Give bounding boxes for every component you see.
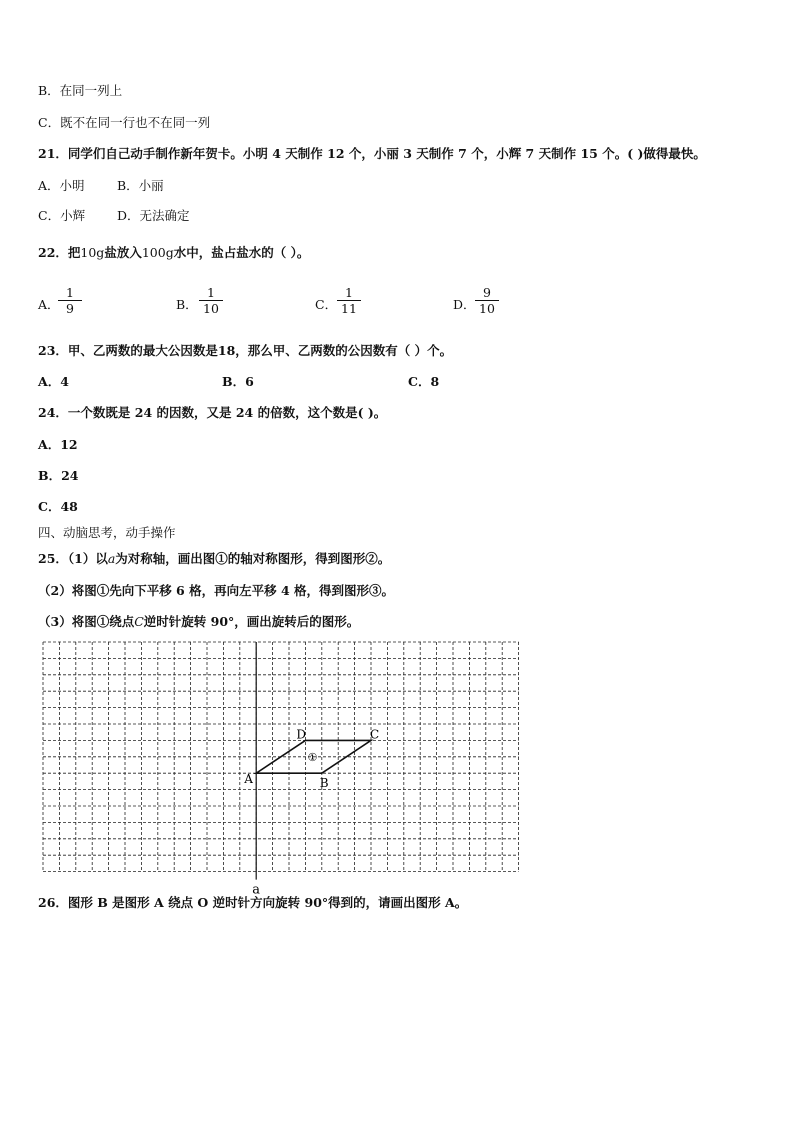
q22-option-d-fraction <box>475 285 499 316</box>
q22-option-c-fraction <box>337 285 361 316</box>
q23-option-b: B．6 <box>222 374 254 389</box>
axis-label-a: a <box>252 882 260 898</box>
q22-option-a-label: A． <box>38 297 60 312</box>
fraction-numerator: 1 <box>58 285 82 301</box>
q26-stem: 26．图形 B 是图形 A 绕点 O 逆时针方向旋转 90°得到的，请画出图形 A。 <box>38 895 468 910</box>
point-label-d: D <box>296 727 307 742</box>
q25-part1-pre: 25．（1）以 <box>38 551 108 566</box>
q24-option-a: A．12 <box>38 437 78 452</box>
q21-stem: 21．同学们自己动手制作新年贺卡。小明 4 天制作 12 个，小丽 3 天制作 7 个，小辉 7 天制作 15 个。( )做得最快。 <box>38 146 706 161</box>
axis-variable: a <box>107 551 116 566</box>
q22-option-a-fraction <box>58 285 82 316</box>
shape-1-label: ① <box>307 750 318 764</box>
q25-part-2: （2）将图①先向下平移 6 格，再向左平移 4 格，得到图形③。 <box>38 583 395 598</box>
fraction-numerator: 1 <box>337 285 361 301</box>
q22-stem-pre: 22．把 <box>38 245 81 260</box>
point-label-a: A <box>244 772 253 787</box>
q24-stem: 24．一个数既是 24 的因数，又是 24 的倍数，这个数是( )。 <box>38 405 387 420</box>
q22-option-c-label: C． <box>315 297 338 312</box>
q22-stem-post: 水中，盐占盐水的（ ）。 <box>173 245 310 260</box>
q24-option-b: B．24 <box>38 468 79 483</box>
q21-option-b: B．小丽 <box>117 178 164 193</box>
fraction-numerator: 1 <box>199 285 223 301</box>
q21-option-a: A．小明 <box>38 178 85 193</box>
fraction-denominator: 11 <box>341 301 357 316</box>
point-label-c: C <box>370 727 380 742</box>
fraction-denominator: 9 <box>66 301 74 316</box>
q25-part-3 <box>38 614 359 630</box>
q23-option-c: C．8 <box>408 374 440 389</box>
q21-option-c: C．小辉 <box>38 208 86 223</box>
fraction-denominator: 10 <box>479 301 495 316</box>
q23-option-a: A．4 <box>38 374 69 389</box>
fraction-denominator: 10 <box>203 301 219 316</box>
q20-option-c: C．既不在同一行也不在同一列 <box>38 115 211 130</box>
q22-salt-mass: 10g <box>80 245 105 260</box>
grid-figure <box>30 635 530 898</box>
fraction-numerator: 9 <box>475 285 499 301</box>
q25-part-1 <box>38 551 390 567</box>
q22-option-b-fraction <box>199 285 223 316</box>
point-variable: C <box>134 614 144 629</box>
q22-stem-mid: 盐放入 <box>104 245 142 260</box>
q22-water-mass: 100g <box>141 245 174 260</box>
point-label-b: B <box>319 776 329 791</box>
q25-part3-post: 逆时针旋转 90°，画出旋转后的图形。 <box>143 614 360 629</box>
q22-option-d-label: D． <box>453 297 476 312</box>
q22-stem <box>38 245 309 261</box>
q21-option-d: D．无法确定 <box>117 208 190 223</box>
q24-option-c: C．48 <box>38 499 78 514</box>
q25-part1-post: 为对称轴，画出图①的轴对称图形，得到图形②。 <box>115 551 391 566</box>
q23-stem: 23．甲、乙两数的最大公因数是18，那么甲、乙两数的公因数有（ ）个。 <box>38 343 453 358</box>
section-4-title: 四、动脑思考，动手操作 <box>38 525 176 540</box>
q22-option-b-label: B． <box>176 297 198 312</box>
q20-option-b: B．在同一列上 <box>38 83 123 98</box>
q25-part3-pre: （3）将图①绕点 <box>38 614 135 629</box>
